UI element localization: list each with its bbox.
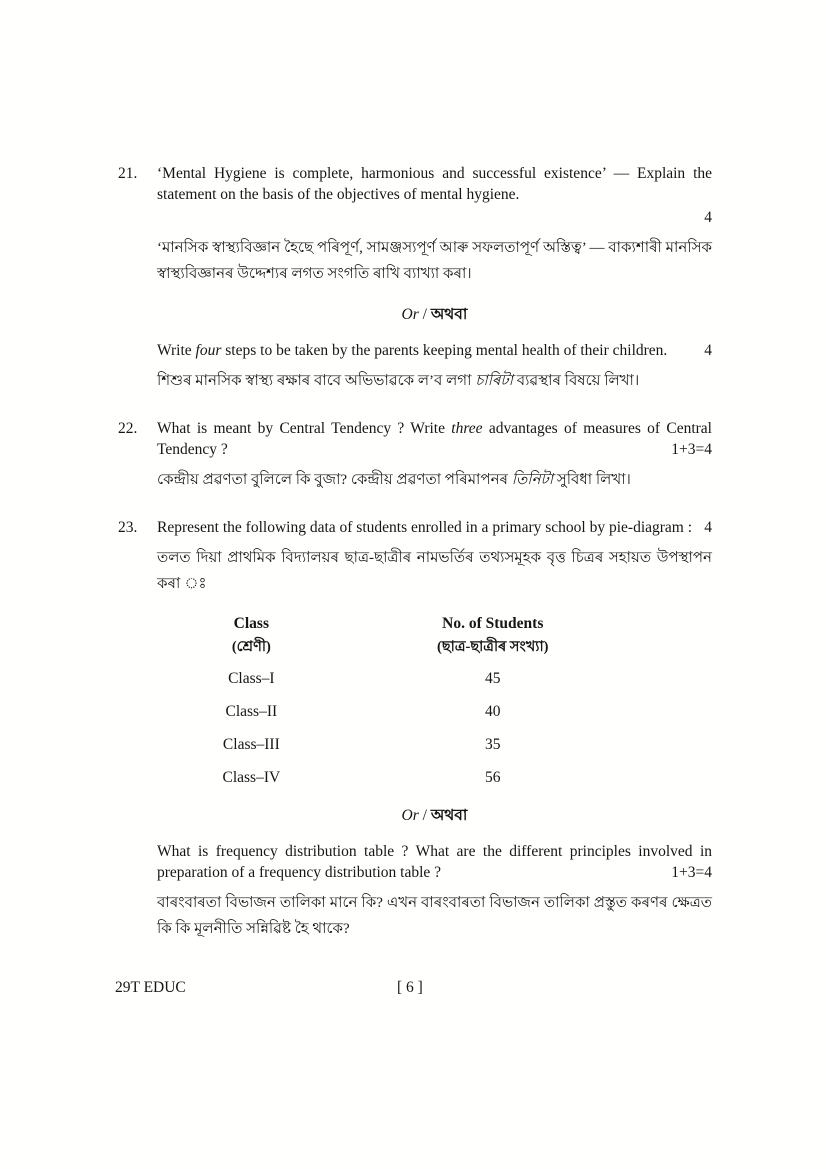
- question-22-number: 22.: [118, 420, 138, 437]
- question-21-alt-assamese-pre: শিশুৰ মানসিক স্বাস্থ্য ৰক্ষাৰ বাবে অভিভাৱকে ল’ব লগা: [157, 373, 476, 389]
- table-row: [157, 668, 712, 689]
- question-23-body: [157, 517, 712, 942]
- table-header-class-english: Class: [233, 615, 269, 632]
- question-21-alt-english-post: steps to be taken by the parents keeping mental health of their children.: [221, 342, 668, 359]
- question-22-body: [157, 418, 712, 493]
- table-cell-students: 35: [485, 736, 501, 753]
- question-21-body: [157, 163, 712, 394]
- table-header-class: [157, 613, 346, 659]
- table-row: [157, 701, 712, 722]
- table-cell-class: Class–IV: [222, 769, 281, 786]
- or-separator-1: /: [418, 306, 431, 323]
- question-21-alt-assamese-italic: চাৰিটা: [475, 373, 513, 389]
- question-23-alt-text-assamese: [157, 890, 712, 942]
- or-label-english-2: Or: [401, 807, 419, 824]
- question-23-number: 23.: [118, 519, 138, 536]
- table-cell-class: Class–III: [222, 736, 280, 753]
- question-21-alt-english-italic: four: [195, 342, 222, 359]
- table-header-students-english: No. of Students: [442, 615, 544, 632]
- table-cell-students: 56: [485, 769, 501, 786]
- question-21-assamese-text: ‘মানসিক স্বাস্থ্যবিজ্ঞান হৈছে পৰিপূৰ্ণ, সামঞ্জস্যপূৰ্ণ আৰু সফলতাপূৰ্ণ অস্তিত্ব’ — বাক্যশাৰী মানসিক স্বাস্থ্যবিজ্ঞানৰ উদ্দেশ্যৰ লগত সংগতি ৰাখি ব্যাখ্যা কৰা।: [157, 240, 712, 282]
- table-cell-class: Class–I: [228, 670, 275, 687]
- question-23-marks: 4: [704, 519, 712, 536]
- page-content: [118, 163, 712, 966]
- question-22-text-english: [157, 418, 712, 460]
- or-label-english-1: Or: [401, 306, 419, 323]
- question-21-alt-english-pre: Write: [157, 342, 196, 359]
- question-23-english-text: Represent the following data of students enrolled in a primary school by pie-diagram :: [157, 519, 693, 536]
- page-number: [ 6 ]: [396, 979, 423, 996]
- question-22-marks: 1+3=4: [671, 441, 712, 458]
- question-23-alt-marks: 1+3=4: [671, 864, 712, 881]
- table-header-row: [157, 613, 712, 659]
- or-label-assamese-1: অথবা: [430, 306, 468, 323]
- question-22-text-assamese: [157, 467, 712, 493]
- students-data-table: [157, 613, 712, 788]
- or-divider-2: [157, 805, 712, 826]
- table-header-class-assamese: (শ্ৰেণী): [231, 639, 271, 655]
- table-row: [157, 734, 712, 755]
- question-21-marks: 4: [704, 209, 712, 226]
- or-label-assamese-2: অথবা: [430, 807, 468, 824]
- question-21-number: 21.: [118, 165, 138, 182]
- table-header-students: [346, 613, 640, 659]
- question-23-text-english: [157, 517, 712, 538]
- or-divider-1: [157, 304, 712, 325]
- question-23-alt-english-text: What is frequency distribution table ? What are the different principles involved in preparation of a frequency distribution table ?: [157, 843, 712, 881]
- table-header-students-assamese: (ছাত্ৰ-ছাত্ৰীৰ সংখ্যা): [437, 639, 549, 655]
- table-cell-students: 40: [485, 703, 501, 720]
- table-cell-class: Class–II: [225, 703, 278, 720]
- question-21-text-assamese: [157, 235, 712, 287]
- question-22: [118, 418, 712, 493]
- question-23-text-assamese: [157, 545, 712, 597]
- question-21-text-english: [157, 163, 712, 205]
- question-23-alt-text-english: [157, 841, 712, 883]
- question-22-assamese-post: সুবিধা লিখা।: [553, 472, 631, 488]
- question-22-english-post: advantages of measures of Central Tendency ?: [157, 420, 712, 458]
- table-row: [157, 767, 712, 788]
- question-21-english-text: ‘Mental Hygiene is complete, harmonious and successful existence’ — Explain the statement on the basis of the objectives of mental hygiene.: [157, 165, 712, 203]
- question-21-alt-assamese-post: ব্যৱস্থাৰ বিষয়ে লিখা।: [512, 373, 640, 389]
- question-21-alt-text-english: [157, 340, 712, 361]
- question-22-english-italic: three: [451, 420, 483, 437]
- or-separator-2: /: [418, 807, 431, 824]
- paper-code: 29T EDUC: [115, 979, 186, 996]
- question-23-assamese-text: তলত দিয়া প্ৰাথমিক বিদ্যালয়ৰ ছাত্ৰ-ছাত্ৰীৰ নামভৰ্তিৰ তথ্যসমূহক বৃত্ত চিত্ৰৰ সহায়ত উপস্থাপন কৰা ঃ: [157, 550, 712, 592]
- question-23: [118, 517, 712, 942]
- question-21: [118, 163, 712, 394]
- question-21-alt-text-assamese: [157, 368, 712, 394]
- question-23-alt-assamese-text: বাৰংবাৰতা বিভাজন তালিকা মানে কি? এখন বাৰংবাৰতা বিভাজন তালিকা প্ৰস্তুত কৰণৰ ক্ষেত্ৰত কি কি মূলনীতি সন্নিৱিষ্ট হৈ থাকে?: [157, 895, 712, 937]
- question-22-assamese-pre: কেন্দ্ৰীয় প্ৰৱণতা বুলিলে কি বুজা? কেন্দ্ৰীয় প্ৰৱণতা পৰিমাপনৰ: [157, 472, 512, 488]
- table-cell-students: 45: [485, 670, 501, 687]
- question-21-alt-marks: 4: [704, 342, 712, 359]
- question-22-english-pre: What is meant by Central Tendency ? Write: [157, 420, 452, 437]
- question-22-assamese-italic: তিনিটা: [511, 472, 554, 488]
